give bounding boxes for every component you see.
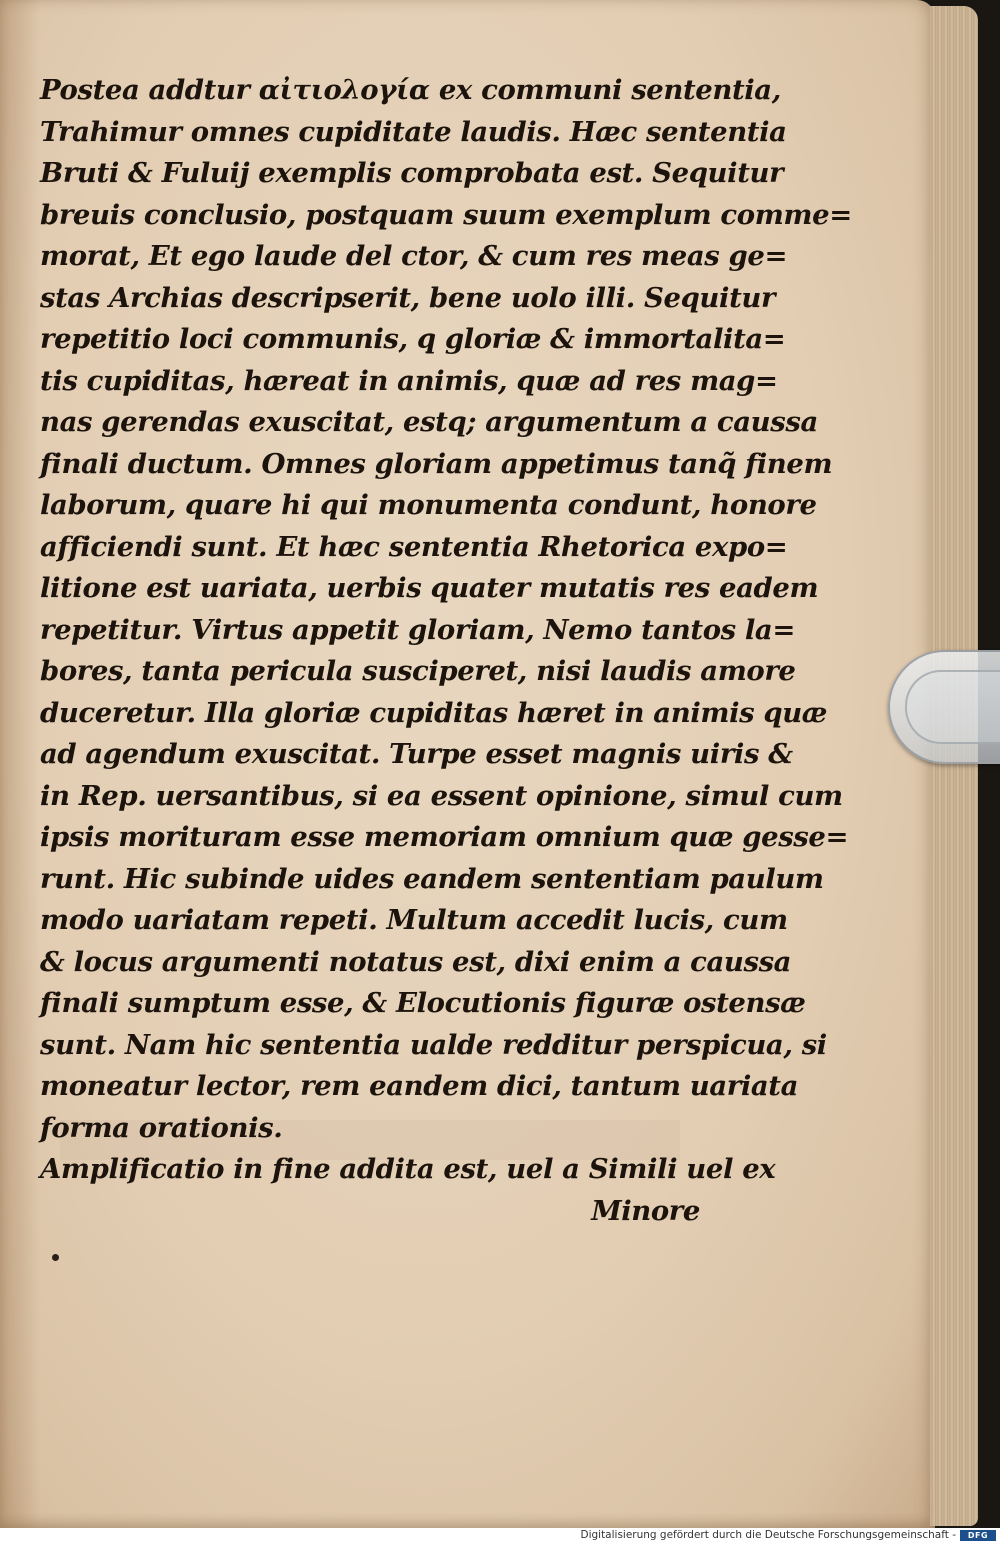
text-line: finali sumptum esse, & Elocutionis figuræ ostensæ	[40, 987, 806, 1019]
page-text	[40, 70, 852, 1232]
text-line: finali ductum. Omnes gloriam appetimus tanq̃ finem	[40, 447, 833, 480]
text-line: Bruti & Fuluij exemplis comprobata est. Sequitur	[40, 157, 784, 189]
text-line: modo uariatam repeti. Multum accedit lucis, cum	[40, 904, 788, 936]
paper-clip-inner-loop	[905, 670, 1000, 744]
catchword: Minore	[591, 1194, 700, 1227]
text-line: Trahimur omnes cupiditate laudis. Hæc sententia	[40, 115, 787, 148]
text-line: runt. Hic subinde uides eandem sententiam paulum	[40, 862, 824, 895]
text-line: Postea addtur αἰτιολογία ex communi sententia,	[40, 74, 781, 106]
text-line: sunt. Nam hic sententia ualde redditur perspicua, si	[40, 1028, 827, 1061]
text-line: duceretur. Illa gloriæ cupiditas hæret in animis quæ	[40, 696, 828, 729]
page-gutter-shadow	[0, 0, 40, 1528]
text-line: nas gerendas exuscitat, estq; argumentum a caussa	[40, 406, 818, 438]
text-line: repetitur. Virtus appetit gloriam, Nemo tantos la=	[40, 613, 795, 646]
text-line: & locus argumenti notatus est, dixi enim a caussa	[40, 945, 792, 978]
text-line: in Rep. uersantibus, si ea essent opinione, simul cum	[40, 779, 843, 812]
dfg-logo: DFG	[960, 1530, 996, 1541]
text-line: bores, tanta pericula susciperet, nisi laudis amore	[40, 655, 796, 687]
text-line: Amplificatio in fine addita est, uel a Simili uel ex	[40, 1153, 776, 1185]
text-line: litione est uariata, uerbis quater mutatis res eadem	[40, 572, 819, 604]
text-line: stas Archias descripserit, bene uolo illi. Sequitur	[40, 281, 776, 314]
text-line: afficiendi sunt. Et hæc sententia Rhetorica expo=	[40, 530, 788, 563]
page-edges	[930, 6, 978, 1526]
text-line: laborum, quare hi qui monumenta condunt, honore	[40, 489, 817, 521]
text-line: ipsis morituram esse memoriam omnium quæ gesse=	[40, 821, 849, 853]
text-line: forma orationis.	[40, 1111, 283, 1144]
ink-dot-mark	[52, 1254, 59, 1261]
funding-credit: Digitalisierung gefördert durch die Deutsche Forschungsgemeinschaft -	[580, 1529, 956, 1541]
text-line: moneatur lector, rem eandem dici, tantum uariata	[40, 1070, 799, 1102]
text-line: repetitio loci communis, q̧ gloriæ & immortalita=	[40, 323, 786, 355]
text-line: tis cupiditas, hæreat in animis, quæ ad res mag=	[40, 364, 778, 397]
text-line: morat, Et ego laude del ctor, & cum res meas ge=	[40, 240, 788, 272]
text-line: breuis conclusio, postquam suum exemplum comme=	[40, 198, 852, 231]
text-line: ad agendum exuscitat. Turpe esset magnis uiris &	[40, 738, 793, 770]
